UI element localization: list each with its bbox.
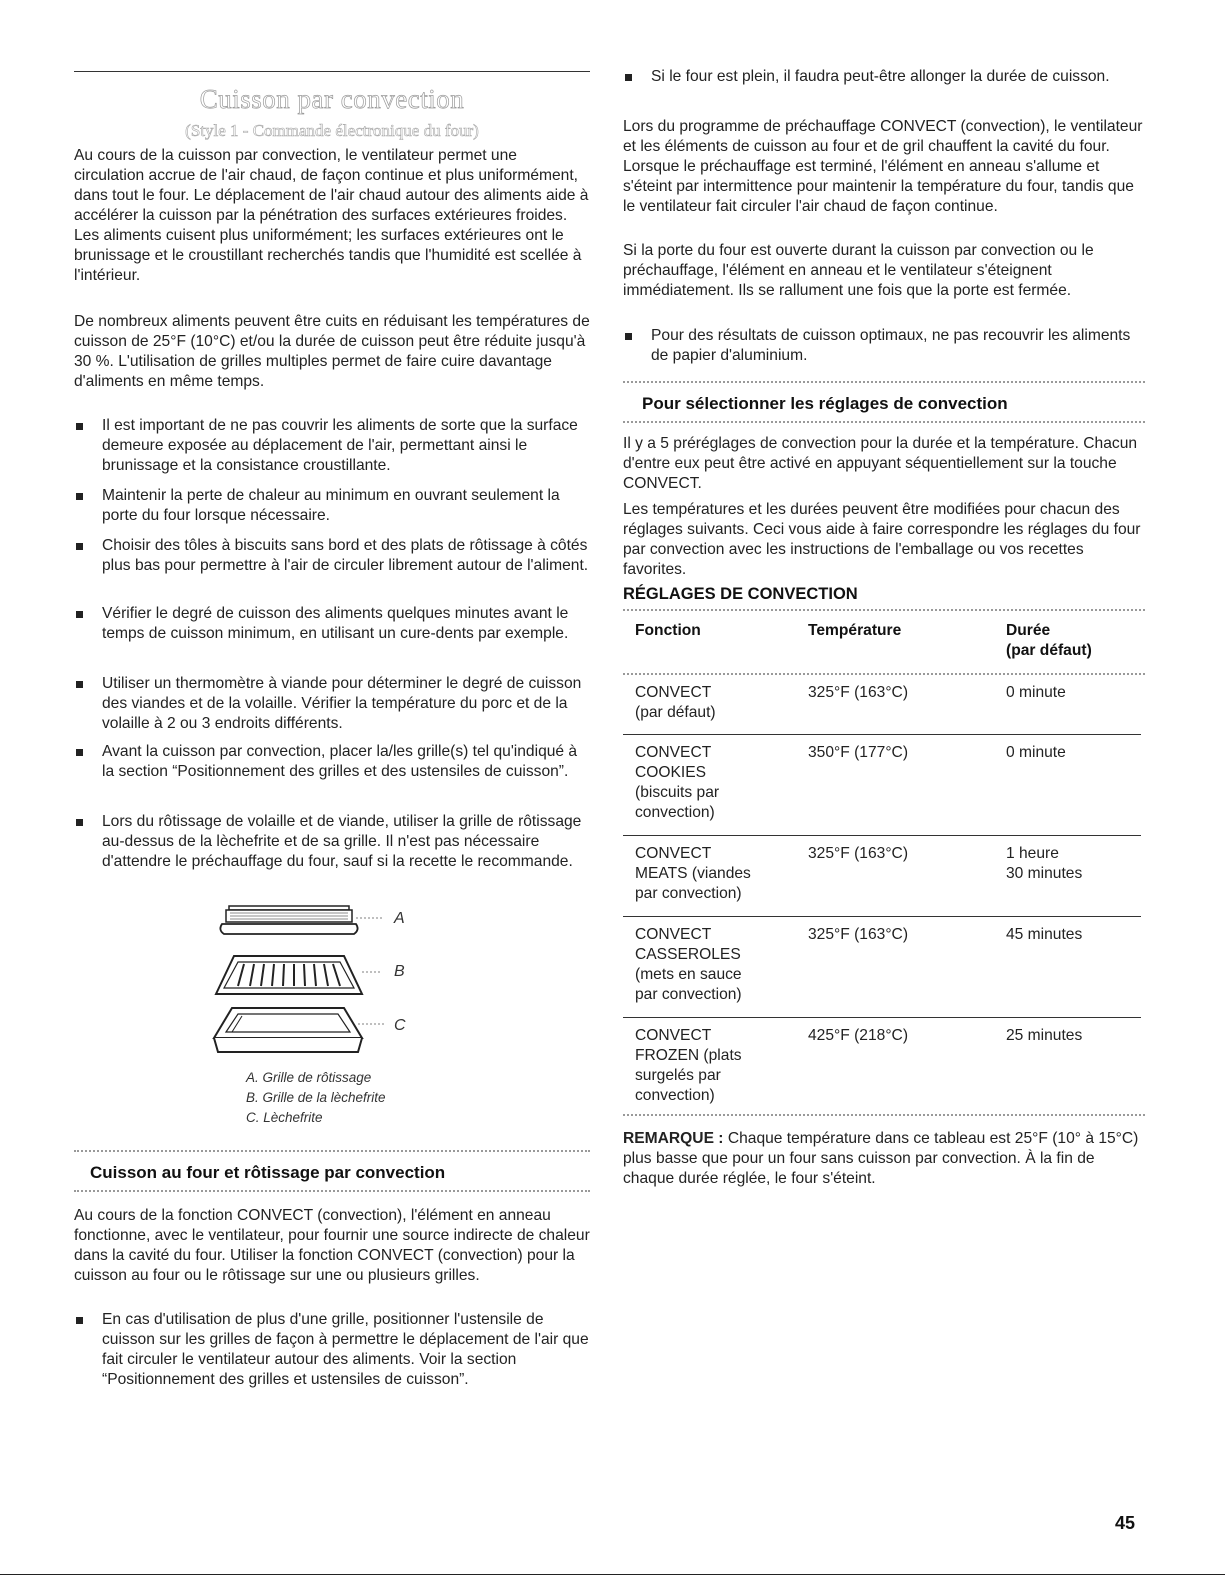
cell-function: CONVECT CASSEROLES (mets en sauce par convection) xyxy=(635,926,742,1003)
row-divider xyxy=(623,1017,1141,1018)
bullet-item: Avant la cuisson par convection, placer la/les grille(s) tel qu'indiqué à la section “Positionnement des grilles et des ustensiles de cuisson”. xyxy=(74,742,590,782)
remark-label: REMARQUE : xyxy=(623,1130,724,1147)
modify-paragraph: Les températures et les durées peuvent être modifiées pour chacun des réglages suivants. Ceci vous aide à faire correspondre les réglages du four par convection avec les instructions de l'emballage ou vos recettes favorites. xyxy=(623,501,1141,578)
remark-text: Chaque température dans ce tableau est 25°F (10° à 15°C) plus basse que pour un four sans cuisson par convection. À la fin de chaque durée réglée, le four s'éteint. xyxy=(623,1130,1139,1187)
row-divider xyxy=(623,916,1141,917)
bullet-item: Vérifier le degré de cuisson des aliments quelques minutes avant le temps de cuisson minimum, en utilisant un cure-dents par exemple. xyxy=(74,604,590,644)
dotted-rule xyxy=(623,421,1145,423)
table-header-temperature: Température xyxy=(808,622,902,639)
row-divider xyxy=(623,734,1141,735)
paragraph-reduction: De nombreux aliments peuvent être cuits en réduisant les températures de cuisson de 25°F (10°C) et/ou la durée de cuisson peut être réduite jusqu'à 30 %. L'utilisation de grilles multiples permet de faire cuire davantage d'aliments en même temps. xyxy=(74,313,590,390)
cell-function: CONVECT COOKIES (biscuits par convection) xyxy=(635,744,720,821)
broiler-pan-drawing xyxy=(214,1008,384,1052)
cell-function: CONVECT (par défaut) xyxy=(635,684,716,721)
cell-duration: 1 heure 30 minutes xyxy=(1006,845,1083,882)
cell-temperature: 325°F (163°C) xyxy=(808,845,909,862)
dotted-rule xyxy=(623,381,1145,383)
preheat-paragraph: Lors du programme de préchauffage CONVECT (convection), le ventilateur et les éléments de cuisson au four et de gril chauffent la cavité du four. Lorsque le préchauffage est terminé, l'élément en anneau s'allume et s'éteint par intermittence pour maintenir la température du four, tandis que le ventilateur fait circuler l'air chaud de façon continue. xyxy=(623,118,1143,215)
bottom-rule xyxy=(0,1574,1225,1575)
dotted-rule xyxy=(623,673,1145,675)
intro-paragraph: Au cours de la cuisson par convection, le ventilateur permet une circulation accrue de l'air chaud, de façon continue et plus uniformément, dans tout le four. Le déplacement de l'air chaud autour des aliments aide à accélérer la cuisson par la pénétration des surfaces extérieures froides. Les aliments cuisent plus uniformément; les surfaces extérieures ont le brunissage et le croustillant recherchés tandis que l'humidité est scellée à l'intérieur. xyxy=(74,147,589,284)
door-open-paragraph: Si la porte du four est ouverte durant la cuisson par convection ou le préchauffage, l'élément en anneau et le ventilateur s'éteignent immédiatement. Ils se rallument une fois que la porte est fermée. xyxy=(623,242,1094,299)
bullet-item: Lors du rôtissage de volaille et de viande, utiliser la grille de rôtissage au-dessus de la lèchefrite et de sa grille. Il n'est pas nécessaire d'attendre le préchauffage du four, sauf si la recette le recommande. xyxy=(74,812,590,872)
dotted-rule xyxy=(74,1150,590,1152)
cell-function: CONVECT FROZEN (plats surgelés par convection) xyxy=(635,1027,742,1104)
illus-label-c: C xyxy=(394,1017,406,1034)
page-number: 45 xyxy=(1115,1513,1136,1533)
dotted-rule xyxy=(623,1114,1145,1116)
illus-label-b: B xyxy=(394,963,405,980)
section-title: Cuisson par convection xyxy=(199,84,465,114)
table-header-function: Fonction xyxy=(635,622,701,639)
cell-temperature: 325°F (163°C) xyxy=(808,684,909,701)
bullet-item: Il est important de ne pas couvrir les aliments de sorte que la surface demeure exposée au déplacement de l'air, permettant ainsi le brunissage et la consistance croustillante. xyxy=(74,416,590,476)
cell-duration: 25 minutes xyxy=(1006,1027,1083,1044)
section-subtitle: (Style 1 - Commande électronique du four) xyxy=(185,121,479,140)
section-heading-convection-baking: Cuisson au four et rôtissage par convection xyxy=(90,1163,446,1182)
broiler-grid-drawing xyxy=(216,956,382,994)
illus-label-a: A xyxy=(394,910,405,927)
bullet-item: Utiliser un thermomètre à viande pour déterminer le degré de cuisson des viandes et de la volaille. Vérifier la température du porc et de la volaille à 2 ou 3 endroits différents. xyxy=(74,674,590,734)
bullet-item: Pour des résultats de cuisson optimaux, ne pas recouvrir les aliments de papier d'aluminium. xyxy=(623,326,1145,366)
dotted-rule xyxy=(74,1190,590,1192)
roasting-rack-drawing xyxy=(220,906,382,934)
table-title: RÉGLAGES DE CONVECTION xyxy=(623,585,858,603)
caption-b: B. Grille de la lèchefrite xyxy=(246,1090,386,1105)
dotted-rule xyxy=(623,609,1145,611)
convect-paragraph: Au cours de la fonction CONVECT (convection), l'élément en anneau fonctionne, avec le ventilateur, pour fournir une source indirecte de chaleur dans la cavité du four. Utiliser la fonction CONVECT (convection) pour la cuisson au four ou le rôtissage sur une ou plusieurs grilles. xyxy=(74,1207,590,1284)
caption-c: C. Lèchefrite xyxy=(246,1110,323,1125)
cell-duration: 0 minute xyxy=(1006,684,1066,701)
bullet-item: Maintenir la perte de chaleur au minimum en ouvrant seulement la porte du four lorsque nécessaire. xyxy=(74,486,590,526)
bullet-item: Choisir des tôles à biscuits sans bord et des plats de rôtissage à côtés plus bas pour permettre à l'air de circuler librement autour de l'aliment. xyxy=(74,536,590,576)
cell-duration: 45 minutes xyxy=(1006,926,1083,943)
cell-temperature: 350°F (177°C) xyxy=(808,744,909,761)
bullet-item: En cas d'utilisation de plus d'une grille, positionner l'ustensile de cuisson sur les grilles de façon à permettre le déplacement de l'air que fait circuler le ventilateur autour des aliments. Voir la section “Positionnement des grilles et ustensiles de cuisson”. xyxy=(74,1310,590,1390)
bullet-item: Si le four est plein, il faudra peut-être allonger la durée de cuisson. xyxy=(623,67,1145,87)
cell-duration: 0 minute xyxy=(1006,744,1066,761)
table-header-duration: Durée (par défaut) xyxy=(1006,622,1092,659)
cell-function: CONVECT MEATS (viandes par convection) xyxy=(635,845,751,902)
section-heading-select-settings: Pour sélectionner les réglages de convection xyxy=(642,394,1008,413)
cell-temperature: 425°F (218°C) xyxy=(808,1027,909,1044)
remark-paragraph xyxy=(623,1129,1145,1189)
presets-paragraph: Il y a 5 préréglages de convection pour la durée et la température. Chacun d'entre eux peut être activé en appuyant séquentiellement sur la touche CONVECT. xyxy=(623,435,1138,492)
cell-temperature: 325°F (163°C) xyxy=(808,926,909,943)
row-divider xyxy=(623,835,1141,836)
top-rule xyxy=(74,71,590,72)
caption-a: A. Grille de rôtissage xyxy=(246,1070,372,1085)
